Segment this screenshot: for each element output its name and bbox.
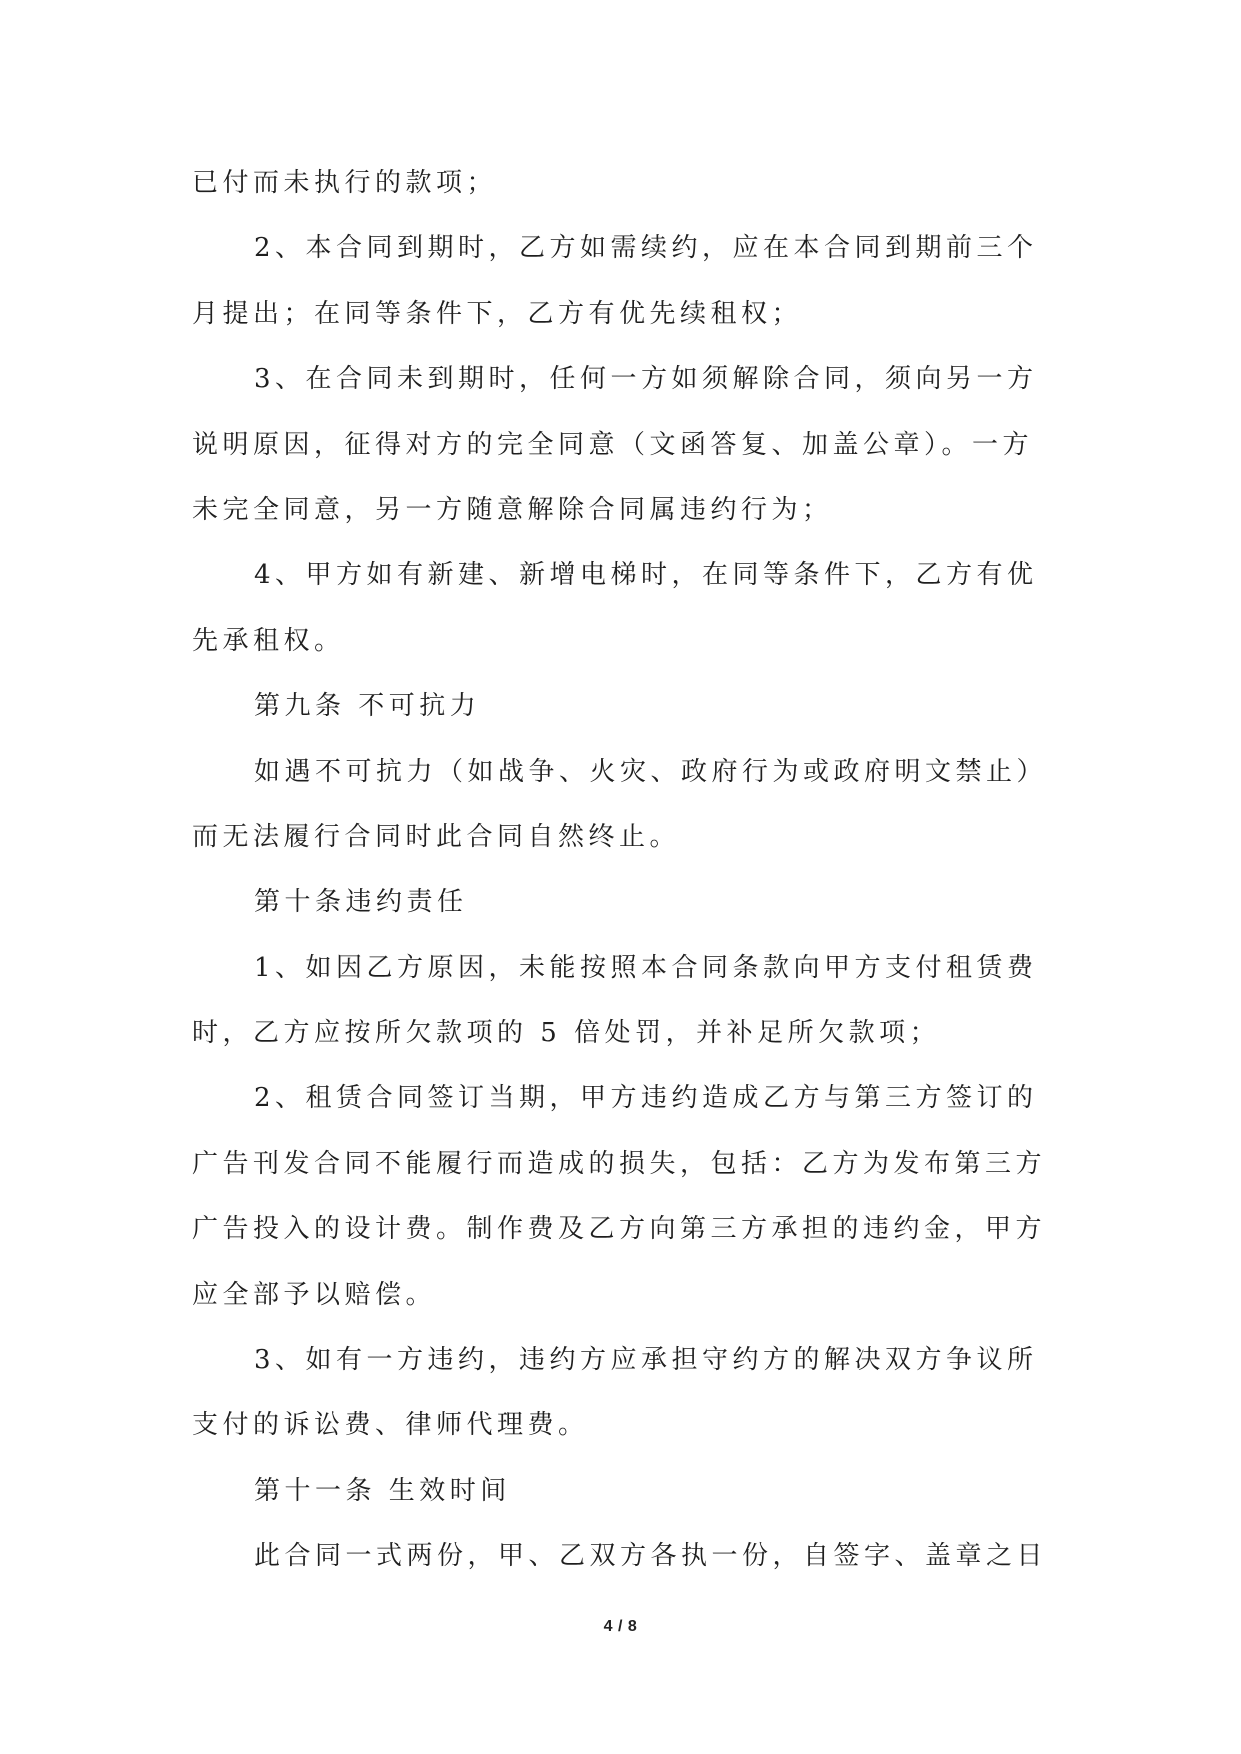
text-line: 广告投入的设计费。制作费及乙方向第三方承担的违约金，甲方 (192, 1214, 1047, 1245)
document-body (192, 151, 1092, 1590)
paragraph (192, 1524, 1092, 1589)
text-line: 说明原因，征得对方的完全同意（文函答复、加盖公章）。一方 (192, 429, 1034, 460)
text-line: 支付的诉讼费、律师代理费。 (192, 1410, 589, 1441)
paragraph (192, 347, 1092, 543)
text-line: 先承租权。 (192, 625, 345, 656)
paragraph (192, 740, 1092, 871)
text-line: 3、在合同未到期时，任何一方如须解除合同，须向另一方 (254, 364, 1038, 395)
text-line: 3、如有一方违约，违约方应承担守约方的解决双方争议所 (254, 1345, 1038, 1376)
page-number: 4 / 8 (603, 1618, 638, 1635)
paragraph (192, 151, 1092, 216)
section-heading (192, 1459, 1092, 1524)
text-line: 未完全同意，另一方随意解除合同属违约行为； (192, 494, 833, 525)
paragraph (192, 216, 1092, 347)
text-line: 2、租赁合同签订当期，甲方违约造成乙方与第三方签订的 (254, 1083, 1038, 1114)
text-line: 月提出；在同等条件下，乙方有优先续租权； (192, 298, 803, 329)
text-line: 应全部予以赔偿。 (192, 1279, 437, 1310)
text-line: 4、甲方如有新建、新增电梯时，在同等条件下，乙方有优 (254, 560, 1038, 591)
text-line: 此合同一式两份，甲、乙双方各执一份，自签字、盖章之日 (254, 1541, 1048, 1572)
section-heading (192, 870, 1092, 935)
paragraph (192, 1328, 1092, 1459)
text-line: 时，乙方应按所欠款项的 5 倍处罚，并补足所欠款项； (192, 1018, 941, 1049)
paragraph (192, 543, 1092, 674)
section-heading (192, 674, 1092, 739)
text-line: 广告刊发合同不能履行而造成的损失，包括：乙方为发布第三方 (192, 1148, 1047, 1179)
text-line: 已付而未执行的款项； (192, 168, 498, 198)
text-line: 而无法履行合同时此合同自然终止。 (192, 821, 681, 852)
text-line: 1、如因乙方原因，未能按照本合同条款向甲方支付租赁费 (254, 952, 1038, 983)
paragraph (192, 936, 1092, 1067)
text-line: 如遇不可抗力（如战争、火灾、政府行为或政府明文禁止） (254, 756, 1048, 787)
heading-text: 第十条违约责任 (254, 887, 468, 918)
heading-text: 第十一条 生效时间 (254, 1475, 511, 1506)
heading-text: 第九条 不可抗力 (254, 691, 481, 722)
paragraph (192, 1066, 1092, 1328)
text-line: 2、本合同到期时，乙方如需续约，应在本合同到期前三个 (254, 233, 1038, 264)
